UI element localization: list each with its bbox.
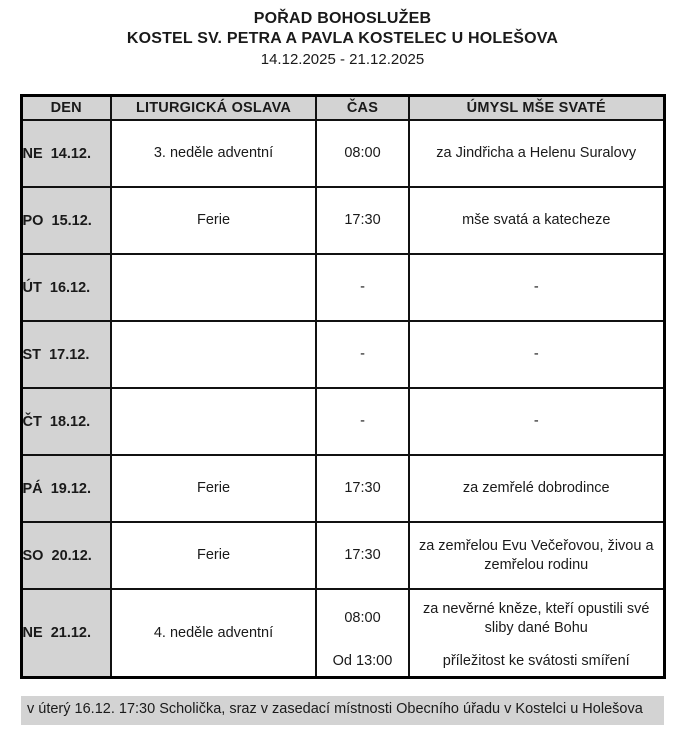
column-header-liturgy: LITURGICKÁ OSLAVA [111,96,316,121]
column-header-time: ČAS [316,96,409,121]
table-row [21,455,664,522]
intention-cell: za zemřelé dobrodince [409,455,664,522]
day-cell: ČT 18.12. [21,388,111,455]
liturgy-cell [111,388,316,455]
time-cell: 17:30 [316,522,409,589]
table-row [21,589,664,678]
day-cell: NE 21.12. [21,589,111,678]
intention-cell: - [409,321,664,388]
liturgy-cell: 3. neděle adventní [111,120,316,187]
table-row [21,120,664,187]
time-cell: 17:30 [316,187,409,254]
footer-note: v úterý 16.12. 17:30 Scholička, sraz v zasedací místnosti Obecního úřadu v Kostelci u Holešova [21,696,664,725]
day-cell: ST 17.12. [21,321,111,388]
liturgy-cell [111,254,316,321]
time-cell: - [316,254,409,321]
table-header-row [21,96,664,121]
intention-cell-split [410,590,663,676]
schedule-table [20,94,666,679]
time-secondary: Od 13:00 [332,653,393,669]
table-row [21,187,664,254]
document-header [0,0,685,69]
time-cell: 17:30 [316,455,409,522]
time-cell: - [316,321,409,388]
time-cell: 08:00 [316,120,409,187]
table-row [21,321,664,388]
intention-cell [409,589,664,678]
liturgy-cell: Ferie [111,187,316,254]
day-cell: PÁ 19.12. [21,455,111,522]
day-cell: NE 14.12. [21,120,111,187]
liturgy-cell: 4. neděle adventní [111,589,316,678]
table-row [21,254,664,321]
table-row [21,522,664,589]
time-primary: 08:00 [344,610,381,626]
intention-secondary: příležitost ke svátosti smíření [442,653,630,669]
intention-cell: mše svatá a katecheze [409,187,664,254]
date-range: 14.12.2025 - 21.12.2025 [260,51,425,68]
intention-cell: za Jindřicha a Helenu Suralovy [409,120,664,187]
time-cell [316,589,409,678]
day-cell: PO 15.12. [21,187,111,254]
liturgy-cell: Ferie [111,522,316,589]
intention-cell: - [409,254,664,321]
intention-cell: - [409,388,664,455]
intention-primary: za nevěrné kněze, kteří opustili své sliby dané Bohu [423,600,650,636]
column-header-den: DEN [21,96,111,121]
page-title: POŘAD BOHOSLUŽEB [253,10,432,27]
church-name: KOSTEL SV. PETRA A PAVLA KOSTELEC U HOLEŠOVA [126,30,559,47]
day-cell: SO 20.12. [21,522,111,589]
time-cell: - [316,388,409,455]
liturgy-cell: Ferie [111,455,316,522]
table-row [21,388,664,455]
column-header-intention: ÚMYSL MŠE SVATÉ [409,96,664,121]
intention-cell: za zemřelou Evu Večeřovou, živou a zemřelou rodinu [409,522,664,589]
liturgy-cell [111,321,316,388]
day-cell: ÚT 16.12. [21,254,111,321]
time-cell-split [317,590,408,676]
